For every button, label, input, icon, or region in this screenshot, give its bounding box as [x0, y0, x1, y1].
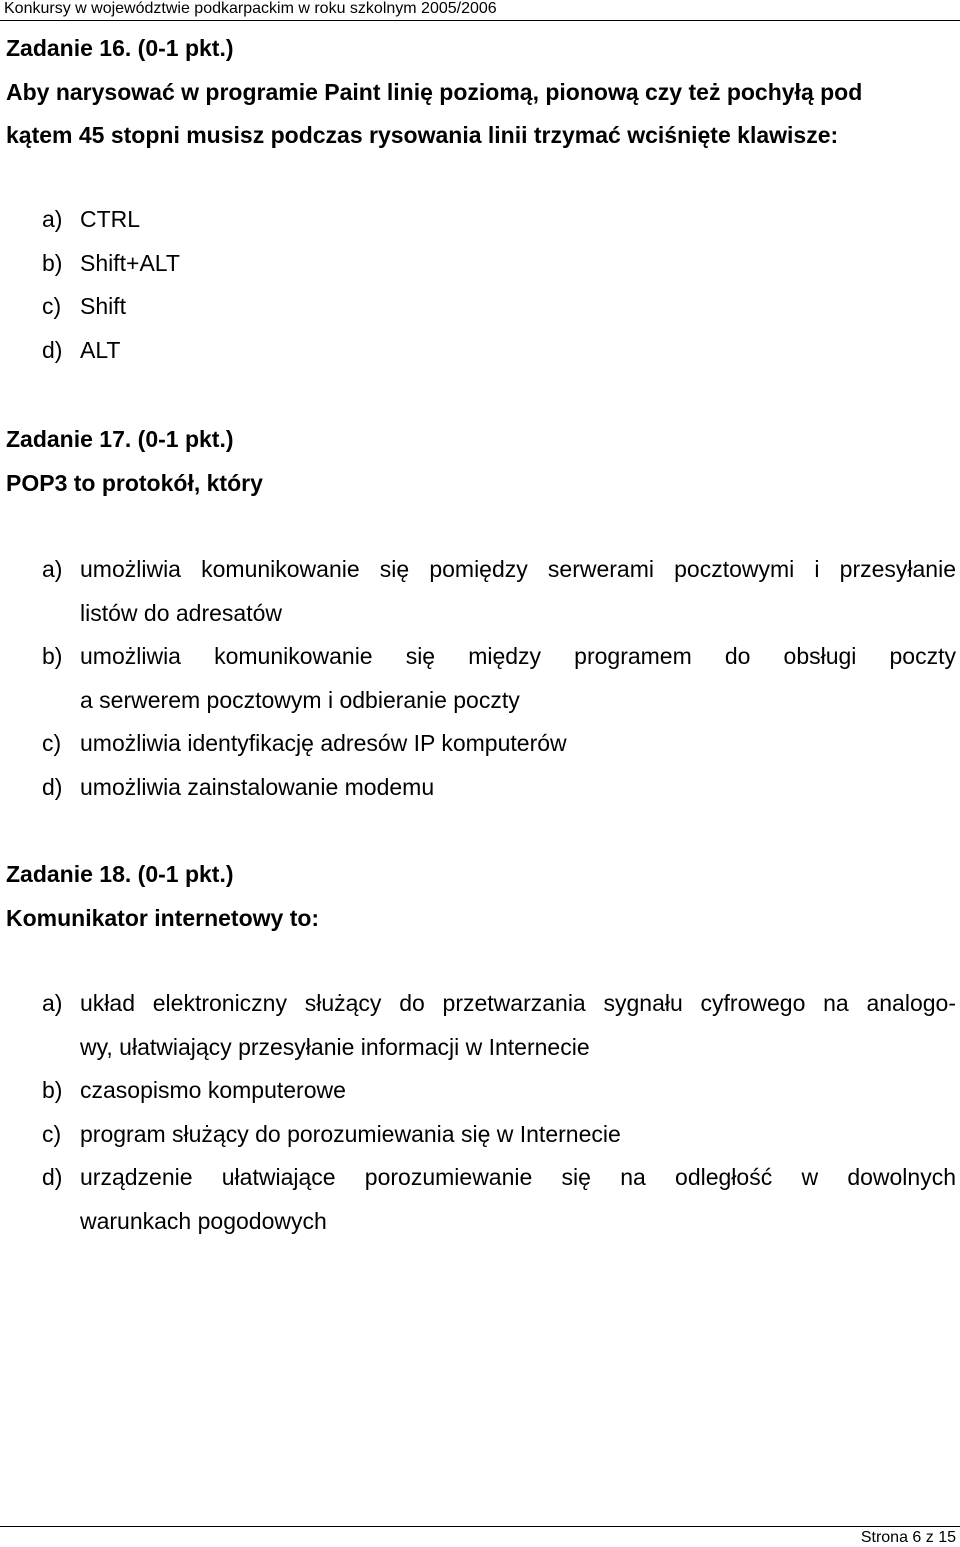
task-18-answer-c	[42, 1113, 956, 1157]
header-divider	[0, 20, 960, 21]
answer-text-line-2: a serwerem pocztowym i odbieranie poczty	[80, 686, 520, 713]
answer-text-line-1: układ elektroniczny służący do przetwarzania sygnału cyfrowego na analogo-	[80, 990, 956, 1016]
answer-letter: c)	[42, 293, 62, 319]
answer-text-line-2: wy, ułatwiający przesyłanie informacji w Internecie	[80, 1033, 590, 1060]
task-17-question: POP3 to protokół, który	[6, 470, 263, 496]
task-17-answers	[42, 548, 956, 809]
answer-letter: d)	[42, 1164, 63, 1190]
answer-text: umożliwia zainstalowanie modemu	[80, 773, 435, 800]
task-18-answers	[42, 982, 956, 1243]
task-16-answer-d	[42, 329, 956, 373]
task-16-answers	[42, 198, 956, 372]
answer-letter: c)	[42, 730, 62, 756]
answer-letter: d)	[42, 336, 63, 363]
answer-text: program służący do porozumiewania się w Internecie	[80, 1120, 621, 1147]
answer-letter: b)	[42, 1077, 63, 1103]
answer-text-line-2: warunkach pogodowych	[80, 1207, 327, 1234]
task-18-answer-d	[42, 1156, 956, 1243]
page-header	[0, 0, 960, 22]
answer-text: umożliwia identyfikację adresów IP komputerów	[80, 730, 567, 756]
task-18-question: Komunikator internetowy to:	[6, 905, 320, 931]
answer-text: CTRL	[80, 206, 141, 232]
answer-letter: b)	[42, 643, 63, 669]
page-footer	[0, 1526, 960, 1547]
task-16-question-line-1: Aby narysować w programie Paint linię poziomą, pionową czy też pochyłą pod	[6, 79, 863, 105]
answer-text-line-1: umożliwia komunikowanie się pomiędzy serwerami pocztowymi i przesyłanie	[80, 556, 956, 582]
task-17-answer-c	[42, 722, 956, 766]
header-title: Konkursy w województwie podkarpackim w roku szkolnym 2005/2006	[4, 0, 497, 17]
task-16-question-line-2: kątem 45 stopni musisz podczas rysowania linii trzymać wciśnięte klawisze:	[6, 122, 839, 148]
task-17-title: Zadanie 17. (0-1 pkt.)	[6, 426, 234, 452]
task-17-answer-d	[42, 766, 956, 810]
footer-divider	[0, 1526, 960, 1527]
answer-letter: a)	[42, 206, 63, 232]
task-17-answer-b	[42, 635, 956, 722]
task-18-title: Zadanie 18. (0-1 pkt.)	[6, 861, 234, 887]
answer-text-line-1: umożliwia komunikowanie się między programem do obsługi poczty	[80, 643, 956, 669]
task-17-answer-a	[42, 548, 956, 635]
task-18-answer-a	[42, 982, 956, 1069]
answer-letter: d)	[42, 773, 63, 800]
task-16-answer-c	[42, 285, 956, 329]
answer-text: Shift	[80, 293, 127, 319]
answer-text: czasopismo komputerowe	[80, 1077, 346, 1103]
answer-letter: c)	[42, 1120, 62, 1147]
answer-letter: b)	[42, 249, 63, 276]
page-number: Strona 6 z 15	[860, 1529, 956, 1546]
answer-letter: a)	[42, 556, 63, 582]
answer-text: ALT	[80, 336, 121, 363]
task-16-answer-b	[42, 242, 956, 286]
task-16-answer-a	[42, 198, 956, 242]
answer-text: Shift+ALT	[80, 249, 180, 276]
answer-text-line-1: urządzenie ułatwiające porozumiewanie się na odległość w dowolnych	[80, 1164, 956, 1190]
answer-letter: a)	[42, 990, 63, 1016]
answer-text-line-2: listów do adresatów	[80, 599, 282, 626]
task-18-answer-b	[42, 1069, 956, 1113]
task-16-title: Zadanie 16. (0-1 pkt.)	[6, 35, 234, 61]
